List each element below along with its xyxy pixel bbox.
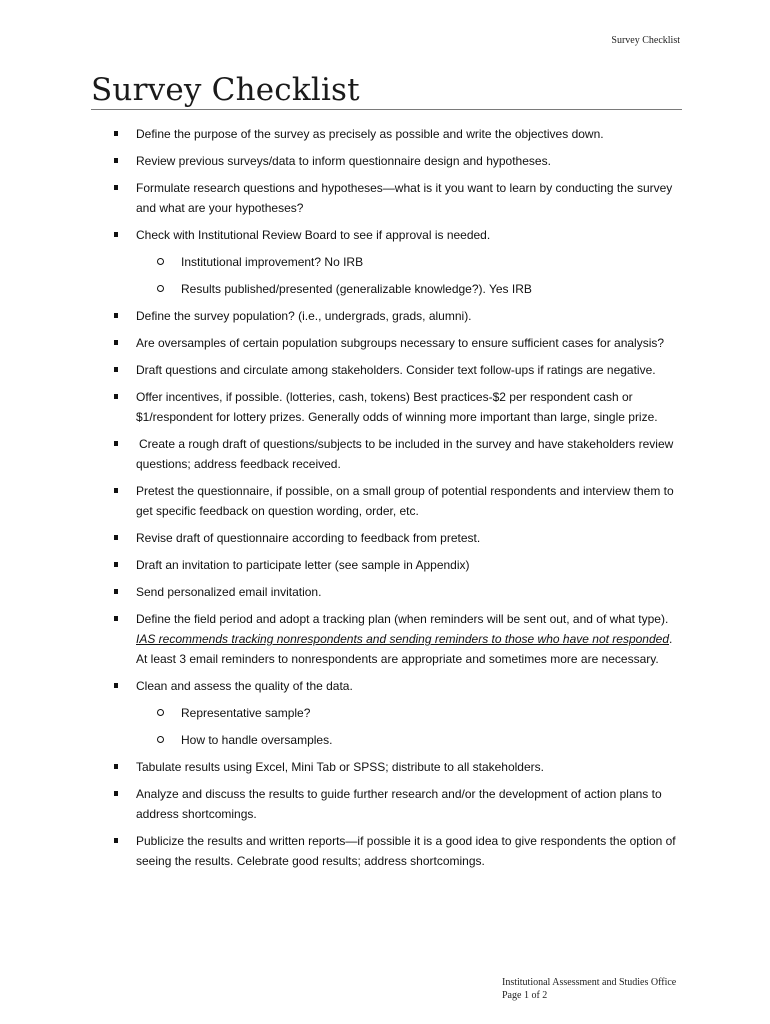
checklist-item-text: Offer incentives, if possible. (lotteries, cash, tokens) Best practices-$2 per respondent cash or $1/respondent for lottery prizes. Generally odds of winning more important than large, single prize. xyxy=(136,390,658,424)
page-title: Survey Checklist xyxy=(91,72,360,108)
checklist-item xyxy=(91,609,682,669)
checklist-item xyxy=(91,387,682,427)
checklist-subitem xyxy=(91,279,682,299)
square-bullet-icon xyxy=(114,367,118,372)
checklist-item-text: Analyze and discuss the results to guide further research and/or the development of action plans to address shortcomings. xyxy=(136,787,662,821)
square-bullet-icon xyxy=(114,838,118,843)
checklist-item-text: Clean and assess the quality of the data. xyxy=(136,679,353,693)
footer-page-number: Page 1 of 2 xyxy=(502,990,548,1001)
square-bullet-icon xyxy=(114,589,118,594)
square-bullet-icon xyxy=(114,394,118,399)
checklist-item-text: Define the survey population? (i.e., undergrads, grads, alumni). xyxy=(136,309,472,323)
square-bullet-icon xyxy=(114,764,118,769)
checklist-item xyxy=(91,555,682,575)
circle-bullet-icon xyxy=(157,709,164,716)
checklist-item xyxy=(91,225,682,245)
ias-recommendation: IAS recommends tracking nonrespondents and sending reminders to those who have not responded xyxy=(136,632,669,646)
checklist-item xyxy=(91,528,682,548)
checklist-subitem-text: Institutional improvement? No IRB xyxy=(181,255,364,269)
checklist-item xyxy=(91,481,682,521)
checklist-item-text: Create a rough draft of questions/subjects to be included in the survey and have stakeholders review questions; address feedback received. xyxy=(136,437,674,471)
checklist-item-text: Publicize the results and written reports—if possible it is a good idea to give respondents the option of seeing the results. Celebrate good results; address shortcomings. xyxy=(136,834,676,868)
square-bullet-icon xyxy=(114,683,118,688)
checklist-item-text: Draft an invitation to participate letter (see sample in Appendix) xyxy=(136,558,470,572)
checklist-subitem xyxy=(91,252,682,272)
checklist-item-text: Formulate research questions and hypotheses—what is it you want to learn by conducting the survey and what are your hypotheses? xyxy=(136,181,673,215)
checklist-item-text: Review previous surveys/data to inform questionnaire design and hypotheses. xyxy=(136,154,551,168)
checklist-item xyxy=(91,676,682,696)
square-bullet-icon xyxy=(114,616,118,621)
square-bullet-icon xyxy=(114,340,118,345)
checklist-item-text: Are oversamples of certain population subgroups necessary to ensure sufficient cases for analysis? xyxy=(136,336,665,350)
checklist-item xyxy=(91,178,682,218)
checklist-subitem-text: Results published/presented (generalizable knowledge?). Yes IRB xyxy=(181,282,532,296)
checklist-item-text: Send personalized email invitation. xyxy=(136,585,322,599)
square-bullet-icon xyxy=(114,535,118,540)
square-bullet-icon xyxy=(114,441,118,446)
page-footer xyxy=(502,976,676,1002)
square-bullet-icon xyxy=(114,488,118,493)
square-bullet-icon xyxy=(114,791,118,796)
checklist-subitem xyxy=(91,730,682,750)
checklist-subitem-text: Representative sample? xyxy=(181,706,311,720)
checklist-item xyxy=(91,306,682,326)
checklist-item xyxy=(91,124,682,144)
title-divider xyxy=(91,109,682,110)
checklist xyxy=(91,124,682,878)
checklist-item xyxy=(91,757,682,777)
circle-bullet-icon xyxy=(157,258,164,265)
checklist-item-text: Draft questions and circulate among stakeholders. Consider text follow-ups if ratings are negative. xyxy=(136,363,656,377)
checklist-subitem-text: How to handle oversamples. xyxy=(181,733,333,747)
square-bullet-icon xyxy=(114,158,118,163)
checklist-item xyxy=(91,333,682,353)
running-header: Survey Checklist xyxy=(611,35,680,46)
circle-bullet-icon xyxy=(157,736,164,743)
checklist-subitem xyxy=(91,703,682,723)
checklist-item xyxy=(91,831,682,871)
checklist-item-text: Define the purpose of the survey as precisely as possible and write the objectives down. xyxy=(136,127,604,141)
checklist-item-text: Check with Institutional Review Board to see if approval is needed. xyxy=(136,228,491,242)
footer-office: Institutional Assessment and Studies Office xyxy=(502,977,677,988)
checklist-item-text-lead: Define the field period and adopt a tracking plan (when reminders will be sent out, and of what type). xyxy=(136,612,669,626)
checklist-item xyxy=(91,434,682,474)
checklist-item-text: Pretest the questionnaire, if possible, on a small group of potential respondents and interview them to get specific feedback on question wording, order, etc. xyxy=(136,484,674,518)
circle-bullet-icon xyxy=(157,285,164,292)
square-bullet-icon xyxy=(114,562,118,567)
checklist-item xyxy=(91,582,682,602)
square-bullet-icon xyxy=(114,185,118,190)
square-bullet-icon xyxy=(114,131,118,136)
checklist-item-text-tail: . At least 3 email reminders to nonrespondents are appropriate and sometimes more are necessary. xyxy=(136,632,673,666)
checklist-item xyxy=(91,360,682,380)
checklist-item-text: Tabulate results using Excel, Mini Tab or SPSS; distribute to all stakeholders. xyxy=(136,760,544,774)
checklist-item xyxy=(91,784,682,824)
square-bullet-icon xyxy=(114,313,118,318)
checklist-item-text: Revise draft of questionnaire according to feedback from pretest. xyxy=(136,531,481,545)
checklist-item xyxy=(91,151,682,171)
square-bullet-icon xyxy=(114,232,118,237)
checklist-item-text xyxy=(136,612,672,666)
